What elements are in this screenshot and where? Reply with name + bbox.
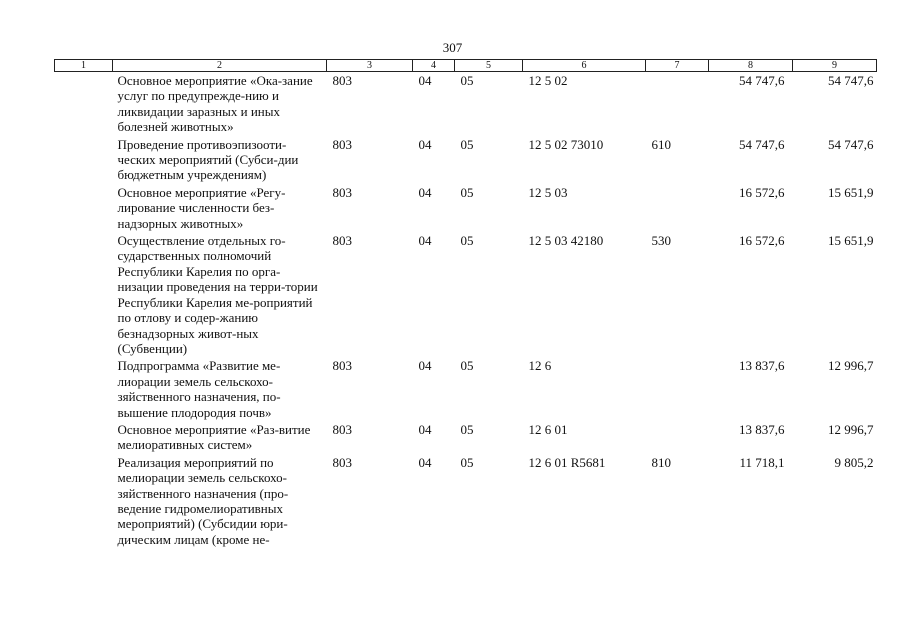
- amount-year-1: 11 718,1: [739, 454, 785, 470]
- column-number-6: 6: [523, 60, 646, 72]
- expense-type-code: [646, 421, 709, 454]
- section-code: 04: [418, 233, 432, 249]
- target-article-code: 12 5 03 42180: [528, 233, 604, 249]
- amount-year-2: 15 651,9: [828, 233, 874, 249]
- subsection-code: 05: [460, 184, 474, 200]
- target-article-code: 12 5 02 73010: [528, 136, 604, 152]
- amount-year-2: 12 996,7: [828, 421, 874, 437]
- expense-type-code: 610: [651, 136, 671, 152]
- expense-type-code: [646, 72, 709, 136]
- column-number-9: 9: [793, 60, 877, 72]
- item-name: Основное мероприятие «Регу-лирование численности без-надзорных животных»: [117, 184, 286, 231]
- target-article-code: 12 6 01: [528, 421, 568, 437]
- subsection-code: 05: [460, 73, 474, 88]
- section-code: 04: [418, 184, 432, 200]
- item-name: Реализация мероприятий по мелиорации земель сельскохо-зяйственного назначения (про-ведение гидромелиоративных мероприятий) (Субсидии юри-дическим лицам (кроме не-: [117, 454, 289, 547]
- empty-cell: [55, 136, 113, 184]
- empty-cell: [55, 72, 113, 136]
- section-code: 04: [418, 358, 432, 374]
- amount-year-1: 13 837,6: [739, 421, 785, 437]
- section-code: 04: [418, 421, 432, 437]
- table-row: [55, 72, 877, 136]
- admin-code: 803: [332, 421, 352, 437]
- amount-year-1: 16 572,6: [739, 233, 785, 249]
- item-name: Осуществление отдельных го-сударственных полномочий Республики Карелия по орга-низации проведения на терри-тории Республики Карелия ме-роприятий по отлову и содер-жанию безнадзорных живот-ных (Субвенции): [117, 233, 318, 356]
- column-number-5: 5: [455, 60, 523, 72]
- target-article-code: 12 5 02: [528, 73, 568, 88]
- amount-year-1: 13 837,6: [739, 358, 785, 374]
- table-row: [55, 232, 877, 357]
- admin-code: 803: [332, 233, 352, 249]
- subsection-code: 05: [460, 136, 474, 152]
- expense-type-code: 530: [651, 233, 671, 249]
- empty-cell: [55, 232, 113, 357]
- section-code: 04: [418, 454, 432, 470]
- column-number-3: 3: [327, 60, 413, 72]
- amount-year-1: 16 572,6: [739, 184, 785, 200]
- section-code: 04: [418, 136, 432, 152]
- empty-cell: [55, 421, 113, 454]
- admin-code: 803: [332, 454, 352, 470]
- column-number-7: 7: [646, 60, 709, 72]
- table-row: [55, 136, 877, 184]
- item-name: Основное мероприятие «Раз-витие мелиоративных систем»: [117, 421, 311, 453]
- column-number-8: 8: [709, 60, 793, 72]
- table-row: [55, 357, 877, 421]
- column-number-1: 1: [55, 60, 113, 72]
- table-row: [55, 421, 877, 454]
- amount-year-1: 54 747,6: [739, 136, 785, 152]
- section-code: 04: [418, 73, 432, 88]
- column-number-2: 2: [113, 60, 327, 72]
- admin-code: 803: [332, 136, 352, 152]
- subsection-code: 05: [460, 233, 474, 249]
- amount-year-2: 54 747,6: [828, 73, 874, 88]
- item-name: Основное мероприятие «Ока-зание услуг по предупрежде-нию и ликвидации заразных и иных болезней животных»: [117, 73, 313, 135]
- admin-code: 803: [332, 358, 352, 374]
- subsection-code: 05: [460, 358, 474, 374]
- column-number-4: 4: [413, 60, 455, 72]
- empty-cell: [55, 454, 113, 548]
- amount-year-2: 9 805,2: [834, 454, 874, 470]
- target-article-code: 12 6 01 R5681: [528, 454, 606, 470]
- admin-code: 803: [332, 73, 352, 88]
- table-row: [55, 184, 877, 232]
- amount-year-2: 12 996,7: [828, 358, 874, 374]
- expense-type-code: [646, 184, 709, 232]
- budget-table: [54, 59, 877, 548]
- amount-year-2: 54 747,6: [828, 136, 874, 152]
- admin-code: 803: [332, 184, 352, 200]
- item-name: Проведение противоэпизооти-ческих мероприятий (Субси-дии бюджетным учреждениям): [117, 136, 299, 183]
- page-number: 307: [442, 40, 463, 55]
- table-row: [55, 454, 877, 548]
- empty-cell: [55, 184, 113, 232]
- subsection-code: 05: [460, 454, 474, 470]
- target-article-code: 12 5 03: [528, 184, 568, 200]
- amount-year-2: 15 651,9: [828, 184, 874, 200]
- column-number-row: [55, 60, 877, 72]
- subsection-code: 05: [460, 421, 474, 437]
- amount-year-1: 54 747,6: [739, 73, 785, 88]
- expense-type-code: 810: [651, 454, 671, 470]
- empty-cell: [55, 357, 113, 421]
- item-name: Подпрограмма «Развитие ме-лиорации земель сельскохо-зяйственного назначения, по-вышение плодородия почв»: [117, 358, 281, 420]
- expense-type-code: [646, 357, 709, 421]
- target-article-code: 12 6: [528, 358, 552, 374]
